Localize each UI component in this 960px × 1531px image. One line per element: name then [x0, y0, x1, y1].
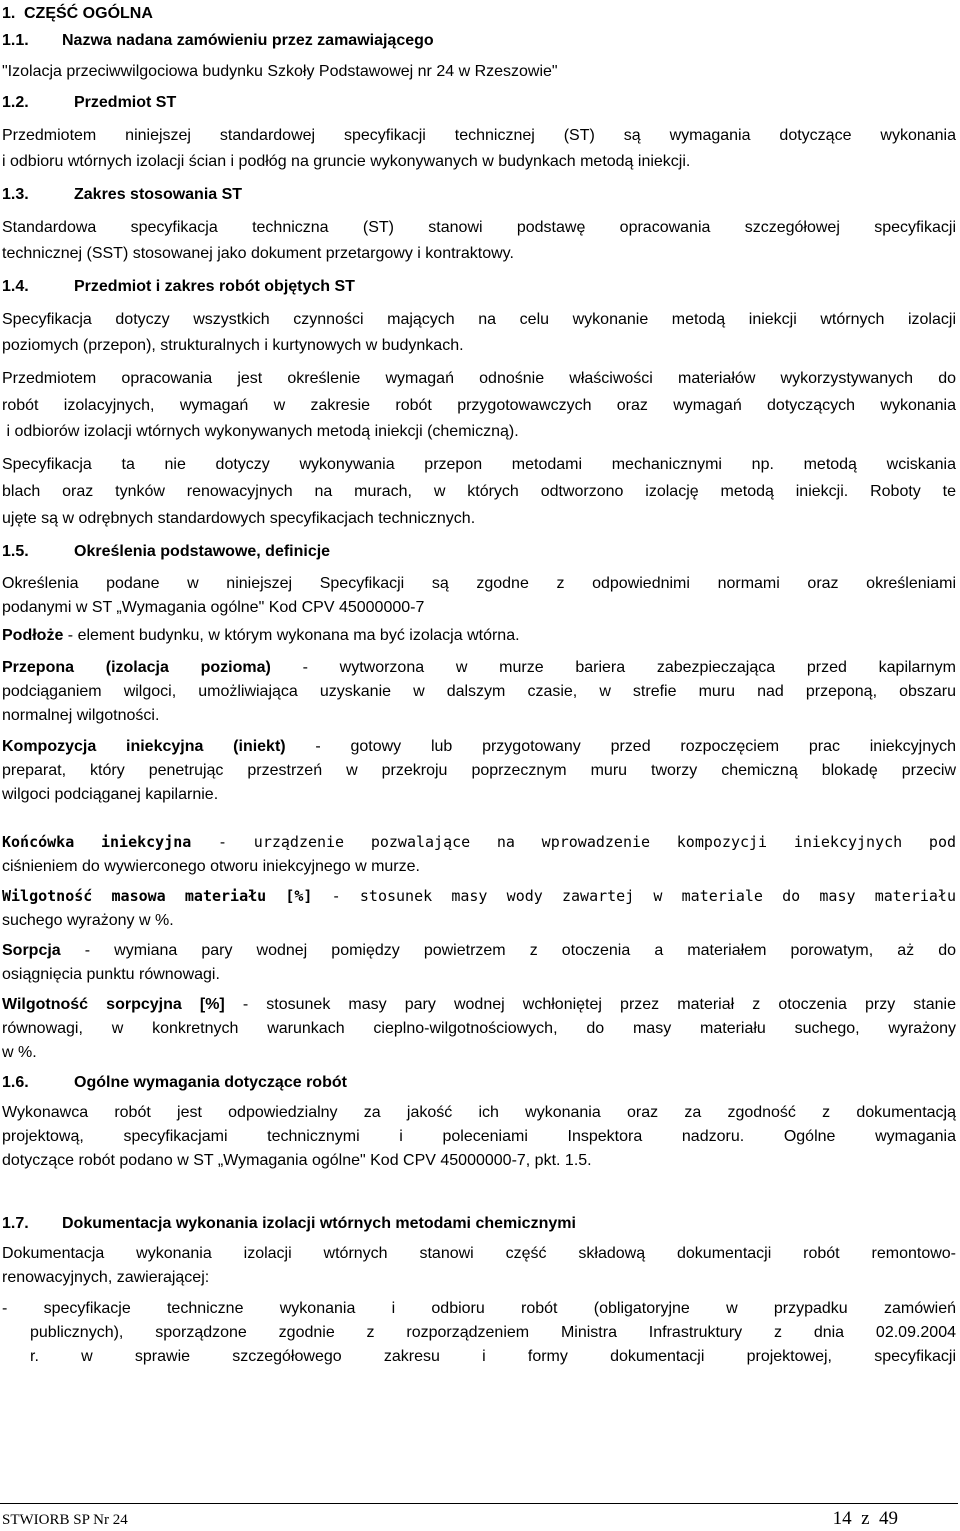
paragraph: w %.: [2, 1044, 37, 1061]
paragraph: publicznych), sporządzone zgodnie z rozporządzeniem Ministra Infrastruktury z dnia 02.09.2004: [30, 1324, 956, 1341]
footer-divider: [0, 1503, 958, 1504]
paragraph: "Izolacja przeciwwilgociowa budynku Szkoły Podstawowej nr 24 w Rzeszowie": [2, 63, 558, 80]
paragraph: Specyfikacja ta nie dotyczy wykonywania przepon metodami mechanicznymi np. metodą wciskania: [2, 456, 956, 473]
heading-1-2: 1.2. Przedmiot ST: [2, 94, 177, 111]
paragraph: poziomych (przepon), strukturalnych i kurtynowych w budynkach.: [2, 337, 464, 354]
definition-koncowka: Końcówka iniekcyjna - urządzenie pozwalające na wprowadzenie kompozycji iniekcyjnych pod: [2, 833, 957, 851]
paragraph: Określenia podane w niniejszej Specyfikacji są zgodne z odpowiednimi normami oraz określeniami: [2, 575, 956, 592]
heading-1-4: 1.4. Przedmiot i zakres robót objętych ST: [2, 278, 355, 295]
definition-kompozycja: Kompozycja iniekcyjna (iniekt) - gotowy lub przygotowany przed rozpoczęciem prac iniekcyjnych: [2, 738, 956, 755]
footer-doc-id: STWIORB SP Nr 24: [2, 1512, 128, 1528]
paragraph: ciśnieniem do wywierconego otworu iniekcyjnego w murze.: [2, 858, 420, 875]
page-number: 14 z 49: [832, 1508, 898, 1529]
definition-wilgotnosc-masowa: Wilgotność masowa materiału [%] - stosunek masy wody zawartej w materiale do masy materiału: [2, 887, 956, 905]
heading-1-5: 1.5. Określenia podstawowe, definicje: [2, 543, 331, 560]
paragraph: projektową, specyfikacjami technicznymi i poleceniami Inspektora nadzoru. Ogólne wymagania: [2, 1128, 956, 1145]
list-item: - specyfikacje techniczne wykonania i odbioru robót (obligatoryjne w przypadku zamówień: [2, 1300, 956, 1317]
definition-wilgotnosc-sorpcyjna: Wilgotność sorpcyjna [%] - stosunek masy pary wodnej wchłoniętej przez materiał z otoczenia przy stanie: [2, 996, 956, 1013]
paragraph: podanymi w ST „Wymagania ogólne" Kod CPV 45000000-7: [2, 599, 425, 616]
paragraph: ujęte są w odrębnych standardowych specyfikacjach technicznych.: [2, 510, 476, 527]
paragraph: Specyfikacja dotyczy wszystkich czynności mających na celu wykonanie metodą iniekcji wtórnych izolacji: [2, 311, 956, 328]
definition-przepona: Przepona (izolacja pozioma) - wytworzona w murze bariera zabezpieczająca przed kapilarnym: [2, 659, 957, 676]
definition-sorpcja: Sorpcja - wymiana pary wodnej pomiędzy powietrzem z otoczenia a materiałem porowatym, aż do: [2, 942, 956, 959]
paragraph: równowagi, w konkretnych warunkach cieplno-wilgotnościowych, do masy materiału suchego, wyrażony: [2, 1020, 956, 1037]
heading-1-6: 1.6. Ogólne wymagania dotyczące robót: [2, 1074, 347, 1091]
heading-1-1: 1.1. Nazwa nadana zamówieniu przez zamawiającego: [2, 32, 434, 49]
paragraph: suchego wyrażony w %.: [2, 912, 174, 929]
paragraph: osiągnięcia punktu równowagi.: [2, 966, 220, 983]
paragraph: normalnej wilgotności.: [2, 707, 160, 724]
paragraph: renowacyjnych, zawierającej:: [2, 1269, 210, 1286]
paragraph: Standardowa specyfikacja techniczna (ST) stanowi podstawę opracowania szczegółowej specyfikacji: [2, 219, 956, 236]
paragraph: Przedmiotem opracowania jest określenie wymagań odnośnie właściwości materiałów wykorzystywanych do: [2, 370, 956, 387]
paragraph: Wykonawca robót jest odpowiedzialny za jakość ich wykonania oraz za zgodność z dokumentacją: [2, 1104, 956, 1121]
paragraph: wilgoci podciąganej kapilarnie.: [2, 786, 219, 803]
definition-podloze: Podłoże - element budynku, w którym wykonana ma być izolacja wtórna.: [2, 627, 520, 644]
paragraph: Dokumentacja wykonania izolacji wtórnych stanowi część składową dokumentacji robót remontowo-: [2, 1245, 956, 1262]
heading-1-3: 1.3. Zakres stosowania ST: [2, 186, 243, 203]
paragraph: r. w sprawie szczegółowego zakresu i formy dokumentacji projektowej, specyfikacji: [30, 1348, 956, 1365]
paragraph: dotyczące robót podano w ST „Wymagania ogólne" Kod CPV 45000000-7, pkt. 1.5.: [2, 1152, 592, 1169]
heading-1: 1. CZĘŚĆ OGÓLNA: [2, 5, 153, 22]
heading-1-7: 1.7. Dokumentacja wykonania izolacji wtórnych metodami chemicznymi: [2, 1215, 576, 1232]
paragraph: Przedmiotem niniejszej standardowej specyfikacji technicznej (ST) są wymagania dotyczące wykonania: [2, 127, 956, 144]
paragraph: i odbiorów izolacji wtórnych wykonywanych metodą iniekcji (chemiczną).: [2, 423, 519, 440]
paragraph: preparat, który penetrując przestrzeń w przekroju poprzecznym muru tworzy chemiczną blokadę przeciw: [2, 762, 956, 779]
paragraph: i odbioru wtórnych izolacji ścian i podłóg na gruncie wykonywanych w budynkach metodą iniekcji.: [2, 153, 691, 170]
paragraph: blach oraz tynków renowacyjnych na murach, w których odtworzono izolację metodą iniekcji. Roboty te: [2, 483, 956, 500]
paragraph: podciąganiem wilgoci, umożliwiająca uzyskanie w dalszym czasie, w strefie muru nad przeponą, obszaru: [2, 683, 956, 700]
paragraph: robót izolacyjnych, wymagań w zakresie robót przygotowawczych oraz wymagań dotyczących wykonania: [2, 397, 956, 414]
paragraph: technicznej (SST) stosowanej jako dokument przetargowy i kontraktowy.: [2, 245, 514, 262]
